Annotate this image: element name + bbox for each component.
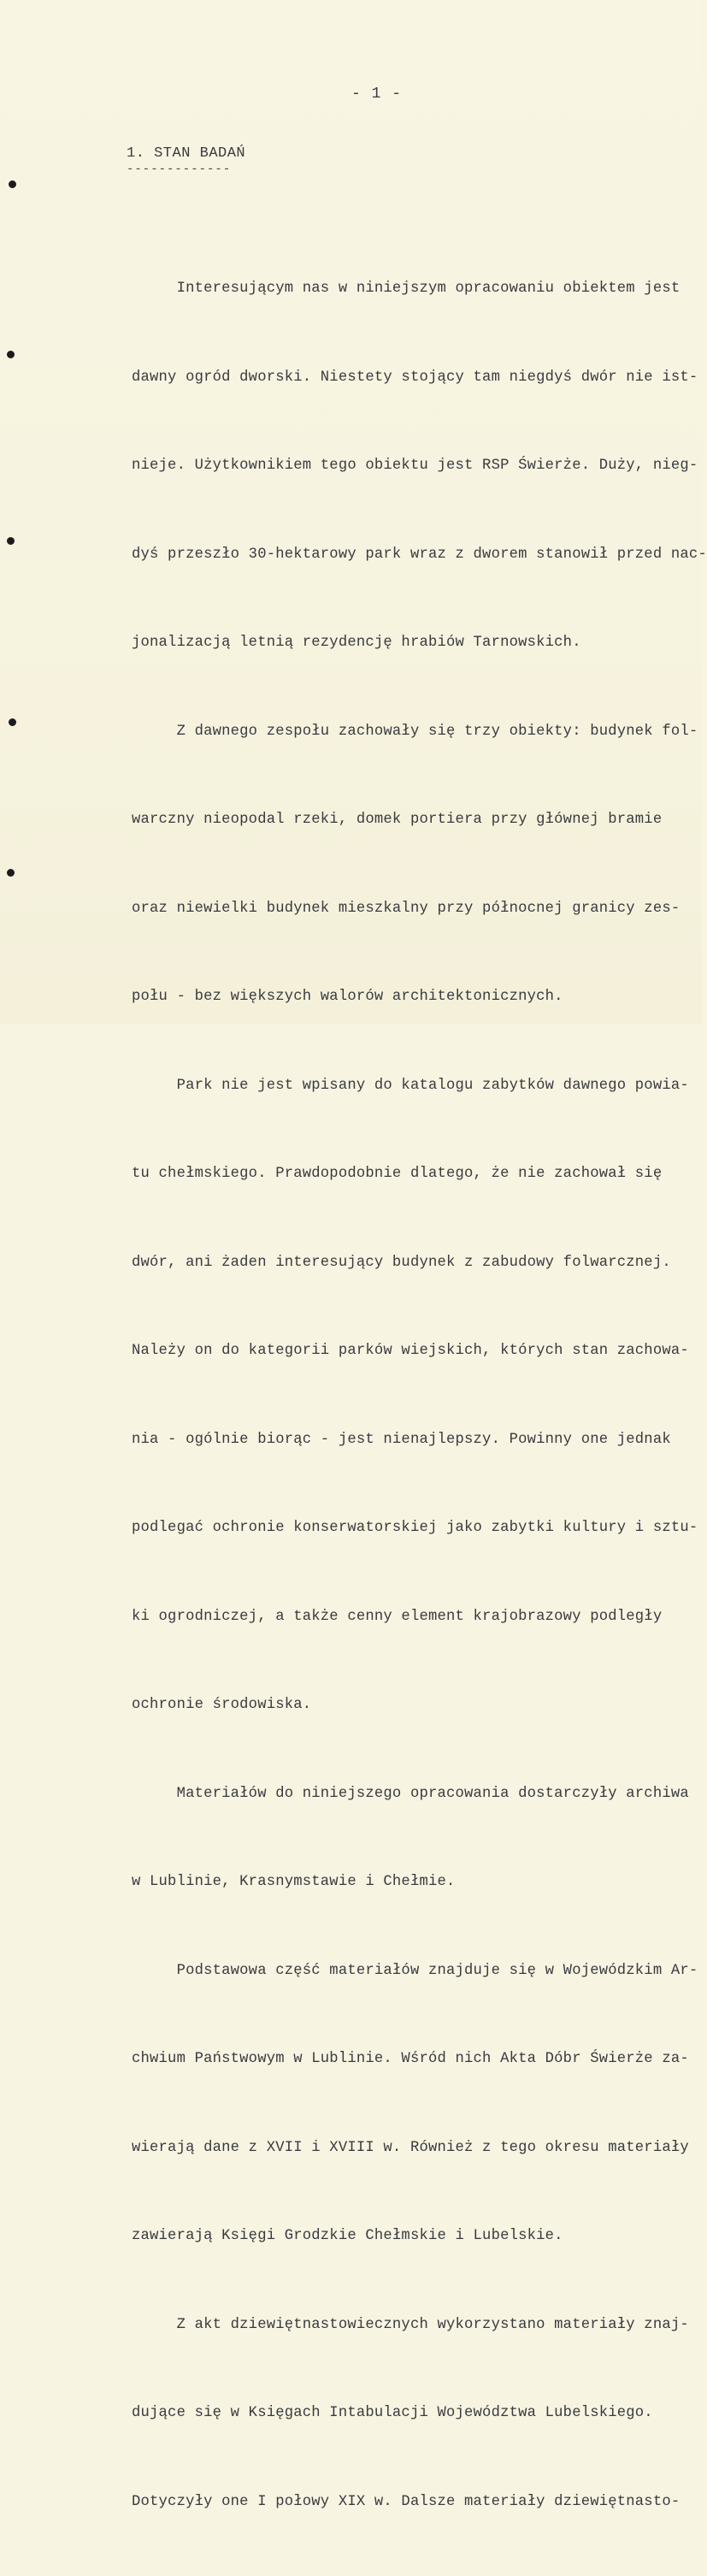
text-line: Podstawowa część materiałów znajduje się w Wojewódzkim Ar- (132, 1962, 698, 1979)
punch-hole-mark (9, 180, 16, 188)
text-line: nieje. Użytkownikiem tego obiektu jest RSP Świerże. Duży, nieg- (132, 458, 698, 474)
text-line: wierają dane z XVII i XVIII w. Również z tego okresu materiały (132, 2139, 689, 2156)
body-text (132, 216, 707, 2576)
text-line: połu - bez większych walorów architektonicznych. (132, 989, 563, 1005)
text-line: Materiałów do niniejszego opracowania dostarczyły archiwa (132, 1785, 689, 1802)
text-line: Park nie jest wpisany do katalogu zabytków dawnego powia- (132, 1077, 689, 1094)
text-line: dujące się w Księgach Intabulacji Województwa Lubelskiego. (132, 2405, 653, 2421)
text-line: Dotyczyły one I połowy XIX w. Dalsze materiały dziewiętnasto- (132, 2493, 680, 2510)
text-line: dyś przeszło 30-hektarowy park wraz z dworem stanowił przed nac- (132, 546, 707, 563)
text-line: nia - ogólnie biorąc - jest nienajlepszy. Powinny one jednak (132, 1431, 671, 1448)
text-line: ki ogrodniczej, a także cenny element krajobrazowy podległy (132, 1608, 663, 1625)
text-line: Z akt dziewiętnastowiecznych wykorzystano materiały znaj- (132, 2316, 689, 2333)
text-line: warczny nieopodal rzeki, domek portiera przy głównej bramie (132, 812, 663, 828)
text-line: w Lublinie, Krasnymstawie i Chełmie. (132, 1874, 456, 1890)
heading-underline: ------------- (127, 162, 232, 176)
punch-hole-mark (9, 718, 16, 726)
punch-hole-mark (7, 537, 15, 545)
text-line: ochronie środowiska. (132, 1697, 312, 1713)
text-line: oraz niewielki budynek mieszkalny przy północnej granicy zes- (132, 900, 680, 917)
text-line: tu chełmskiego. Prawdopodobnie dlatego, że nie zachował się (132, 1166, 663, 1182)
section-heading: 1. STAN BADAŃ (127, 145, 246, 162)
text-line: dawny ogród dworski. Niestety stojący tam niegdyś dwór nie ist- (132, 369, 698, 386)
text-line: podlegać ochronie konserwatorskiej jako zabytki kultury i sztu- (132, 1520, 698, 1536)
text-line: Z dawnego zespołu zachowały się trzy obiekty: budynek fol- (132, 723, 698, 740)
text-line: Interesującym nas w niniejszym opracowaniu obiektem jest (132, 281, 680, 297)
text-line: dwór, ani żaden interesujący budynek z zabudowy folwarcznej. (132, 1254, 671, 1271)
page-number: - 1 - (351, 86, 402, 103)
text-line: jonalizacją letnią rezydencję hrabiów Tarnowskich. (132, 635, 581, 651)
text-line: zawierają Księgi Grodzkie Chełmskie i Lubelskie. (132, 2228, 563, 2244)
text-line: Należy on do kategorii parków wiejskich, których stan zachowa- (132, 1343, 689, 1359)
punch-hole-mark (7, 351, 15, 358)
punch-hole-mark (7, 869, 15, 877)
text-line: chwium Państwowym w Lublinie. Wśród nich Akta Dóbr Świerże za- (132, 2051, 689, 2067)
